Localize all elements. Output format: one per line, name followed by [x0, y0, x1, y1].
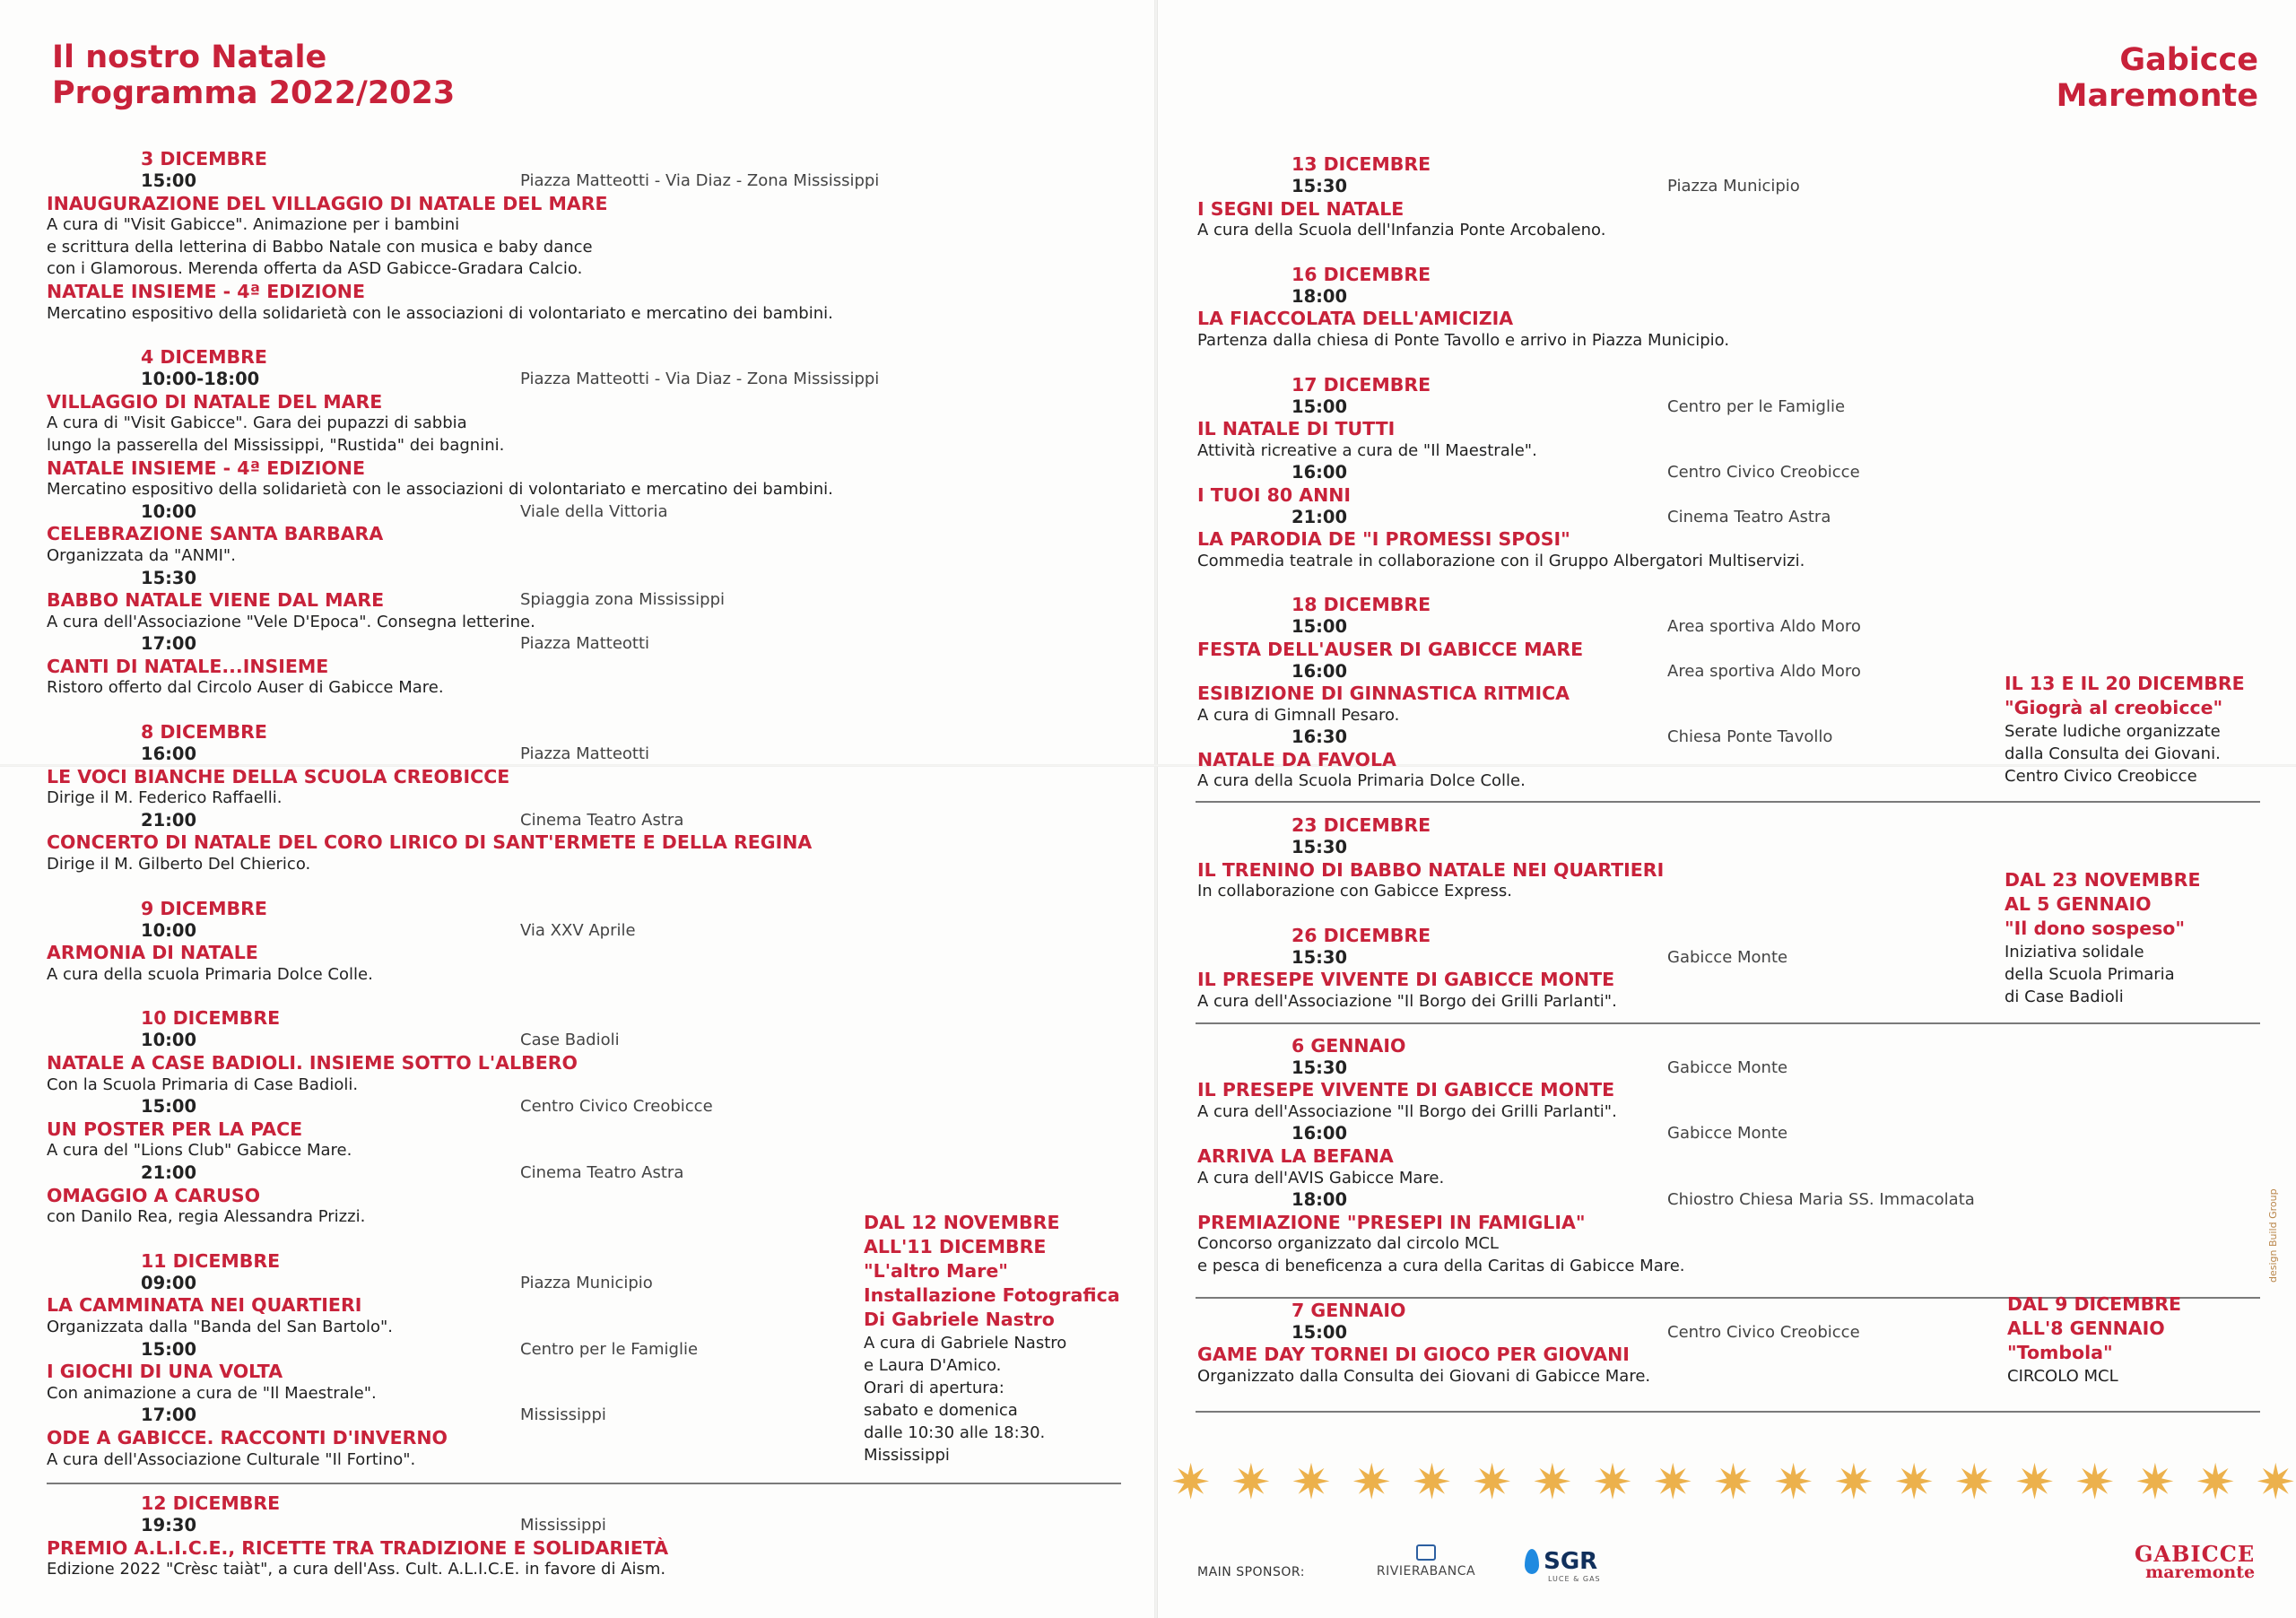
event-line — [1197, 1233, 2296, 1256]
event-description: e pesca di beneficenza a cura della Caritas di Gabicce Mare. — [1197, 1256, 1685, 1275]
event-line — [1197, 837, 2296, 859]
brand-line-1: Gabicce — [2119, 42, 2258, 78]
event-date: 17 DICEMBRE — [1292, 373, 1431, 396]
event-line — [47, 854, 1150, 876]
event-description: A cura dell'Associazione "Il Borgo dei Grilli Parlanti". — [1197, 1101, 1617, 1121]
sidebar-line: Mississippi — [864, 1446, 950, 1465]
event-time: 09:00 — [141, 1272, 197, 1293]
sidebar-line: "Tombola" — [2007, 1342, 2113, 1363]
event-description: A cura della Scuola dell'Infanzia Ponte Arcobaleno. — [1197, 221, 1606, 240]
event-title: CONCERTO DI NATALE DEL CORO LIRICO DI SANT'ERMETE E DELLA REGINA — [47, 831, 813, 854]
event-location: Via XXV Aprile — [520, 920, 636, 940]
event-description: con i Glamorous. Merenda offerta da ASD Gabicce-Gradara Calcio. — [47, 259, 583, 279]
event-title: I SEGNI DEL NATALE — [1197, 197, 1405, 220]
event-line — [47, 435, 1150, 457]
event-location: Piazza Municipio — [1667, 177, 1800, 196]
title-line-1: Il nostro Natale — [52, 39, 327, 75]
event-line — [1197, 1256, 2296, 1278]
event-line — [47, 369, 1150, 391]
event-line — [1197, 528, 2296, 551]
event-time: 17:00 — [141, 633, 197, 655]
sgr-text: SGR — [1544, 1548, 1598, 1575]
event-line — [47, 237, 1150, 259]
event-date: 13 DICEMBRE — [1292, 153, 1431, 175]
star-icon: ✷ — [1652, 1454, 1693, 1510]
event-day-block — [47, 898, 1150, 987]
event-line — [1197, 1145, 2296, 1168]
star-icon: ✷ — [1953, 1454, 1995, 1510]
logo-line-1: GABICCE — [2135, 1541, 2256, 1567]
rivierabanca-text: RIVIERABANCA — [1376, 1564, 1476, 1579]
bank-logo-icon — [1416, 1544, 1436, 1561]
event-time: 21:00 — [1292, 506, 1348, 527]
event-location: Cinema Teatro Astra — [520, 1162, 684, 1182]
event-description: A cura della Scuola Primaria Dolce Colle. — [1197, 771, 1526, 791]
event-time: 21:00 — [141, 1161, 197, 1183]
event-time: 16:00 — [1292, 1123, 1348, 1144]
event-date: 12 DICEMBRE — [141, 1492, 281, 1515]
event-line — [47, 479, 1150, 501]
event-location: Centro per le Famiglie — [520, 1339, 699, 1359]
event-title: LE VOCI BIANCHE DELLA SCUOLA CREOBICCE — [47, 765, 510, 787]
event-title: ODE A GABICCE. RACCONTI D'INVERNO — [47, 1426, 448, 1448]
event-line — [1197, 220, 2296, 242]
event-line — [47, 1074, 1150, 1097]
event-line — [1197, 1079, 2296, 1101]
event-line — [47, 920, 1150, 943]
event-location: Gabicce Monte — [1667, 947, 1788, 967]
sidebar-line: DAL 9 DICEMBRE — [2007, 1293, 2181, 1315]
separator-right-1 — [1196, 801, 2260, 803]
event-line — [1197, 1101, 2296, 1124]
sidebar-line: Di Gabriele Nastro — [864, 1309, 1055, 1330]
event-line — [47, 589, 1150, 612]
sidebar-line: della Scuola Primaria — [2005, 965, 2175, 984]
event-date: 6 GENNAIO — [1292, 1034, 1406, 1057]
main-sponsor-label: MAIN SPONSOR: — [1197, 1565, 1305, 1579]
event-location: Gabicce Monte — [1667, 1057, 1788, 1077]
event-line — [1197, 551, 2296, 573]
sidebar-line: A cura di Gabriele Nastro — [864, 1334, 1067, 1353]
event-day-block — [47, 148, 1150, 325]
event-day-block — [1197, 153, 2296, 242]
event-description: A cura dell'AVIS Gabicce Mare. — [1197, 1168, 1445, 1187]
event-line — [47, 656, 1150, 678]
event-description: Mercatino espositivo della solidarietà con le associazioni di volontariato e mercatino dei bambini. — [47, 480, 833, 500]
event-date: 4 DICEMBRE — [141, 346, 267, 369]
event-line — [1197, 198, 2296, 221]
gabicce-maremonte-logo — [2135, 1541, 2256, 1582]
event-title: LA PARODIA DE "I PROMESSI SPOSI" — [1197, 528, 1570, 551]
sidebar-line: DAL 23 NOVEMBRE — [2005, 869, 2201, 891]
event-description: A cura della scuola Primaria Dolce Colle. — [47, 964, 373, 984]
event-title: VILLAGGIO DI NATALE DEL MARE — [47, 390, 383, 413]
event-location: Centro Civico Creobicce — [520, 1097, 713, 1117]
star-icon: ✷ — [1291, 1454, 1332, 1510]
sidebar-line: "Giogrà al creobicce" — [2005, 697, 2223, 718]
event-line — [47, 1030, 1150, 1052]
event-date: 23 DICEMBRE — [1292, 814, 1431, 837]
star-icon: ✷ — [1893, 1454, 1935, 1510]
event-line — [47, 413, 1150, 435]
event-line — [1197, 176, 2296, 198]
sidebar-red-text — [864, 1211, 1120, 1332]
event-title: NATALE DA FAVOLA — [1197, 748, 1396, 770]
event-line — [1197, 440, 2296, 463]
event-line — [47, 964, 1150, 987]
star-icon: ✷ — [1712, 1454, 1754, 1510]
separator-right-4 — [1196, 1411, 2260, 1413]
event-line — [1197, 1057, 2296, 1080]
event-line — [47, 612, 1150, 634]
event-time: 16:00 — [1292, 660, 1348, 682]
star-icon: ✷ — [1351, 1454, 1392, 1510]
event-line — [47, 258, 1150, 281]
event-line — [47, 545, 1150, 568]
event-location: Area sportiva Aldo Moro — [1667, 661, 1861, 681]
event-title: PREMIAZIONE "PRESEPI IN FAMIGLIA" — [1197, 1211, 1586, 1233]
event-time: 15:30 — [1292, 946, 1348, 968]
event-time: 19:30 — [141, 1515, 197, 1536]
event-day-block — [47, 346, 1150, 700]
event-location: Piazza Matteotti — [520, 634, 650, 654]
event-title: CELEBRAZIONE SANTA BARBARA — [47, 523, 384, 545]
sidebar-tombola — [2007, 1292, 2181, 1387]
event-day-block — [1197, 374, 2296, 573]
sidebar-giogra — [2005, 672, 2245, 787]
event-date: 3 DICEMBRE — [141, 148, 267, 170]
event-day-block — [1197, 1035, 2296, 1278]
event-time: 15:00 — [141, 170, 197, 191]
event-day-block — [47, 721, 1150, 876]
event-line — [1197, 1189, 2296, 1212]
event-description: Organizzata dalla "Banda del San Bartolo". — [47, 1317, 393, 1336]
event-line — [47, 1537, 1150, 1560]
event-description: A cura dell'Associazione "Il Borgo dei Grilli Parlanti". — [1197, 992, 1617, 1012]
event-line — [47, 303, 1150, 326]
event-description: lungo la passerella del Mississippi, "Rustida" dei bagnini. — [47, 435, 505, 455]
design-credit: design Build Group — [2267, 1188, 2279, 1283]
event-time: 10:00 — [141, 919, 197, 941]
event-line — [47, 766, 1150, 788]
event-location: Spiaggia zona Mississippi — [520, 590, 726, 610]
sidebar-line: CIRCOLO MCL — [2007, 1367, 2118, 1386]
event-description: Concorso organizzato dal circolo MCL — [1197, 1234, 1499, 1254]
sidebar-line: Iniziativa solidale — [2005, 943, 2144, 961]
star-icon: ✷ — [1592, 1454, 1633, 1510]
star-icon: ✷ — [1411, 1454, 1453, 1510]
event-title: CANTI DI NATALE...INSIEME — [47, 655, 329, 677]
event-title: BABBO NATALE VIENE DAL MARE — [47, 589, 385, 612]
event-line — [1197, 396, 2296, 419]
sidebar-line: "Il dono sospeso" — [2005, 918, 2186, 939]
star-icon: ✷ — [1532, 1454, 1573, 1510]
event-time: 15:00 — [1292, 396, 1348, 417]
event-description: In collaborazione con Gabicce Express. — [1197, 882, 1512, 901]
event-title: NATALE INSIEME - 4ª EDIZIONE — [47, 280, 365, 302]
event-line — [47, 523, 1150, 545]
event-line — [1197, 616, 2296, 639]
sidebar-line: sabato e domenica — [864, 1401, 1018, 1420]
sgr-subtext: LUCE & GAS — [1548, 1575, 1601, 1583]
event-date: 9 DICEMBRE — [141, 897, 267, 919]
star-icon: ✷ — [2255, 1454, 2296, 1510]
event-title: LA CAMMINATA NEI QUARTIERI — [47, 1294, 362, 1317]
event-line — [47, 1162, 1150, 1185]
event-line — [47, 170, 1150, 193]
event-line — [47, 457, 1150, 480]
event-title: IL PRESEPE VIVENTE DI GABICCE MONTE — [1197, 969, 1615, 991]
event-description: Attività ricreative a cura de "Il Maestrale". — [1197, 440, 1537, 460]
sidebar-line: ALL'8 GENNAIO — [2007, 1318, 2165, 1339]
event-line — [47, 787, 1150, 810]
sidebar-line: di Case Badioli — [2005, 987, 2124, 1006]
event-location: Piazza Matteotti — [520, 744, 650, 764]
event-description: Dirige il M. Federico Raffaelli. — [47, 788, 283, 808]
event-line — [1197, 286, 2296, 309]
event-location: Centro per le Famiglie — [1667, 396, 1846, 416]
event-location: Piazza Matteotti - Via Diaz - Zona Mississippi — [520, 171, 880, 190]
event-title: FESTA DELL'AUSER DI GABICCE MARE — [1197, 638, 1584, 660]
star-icon: ✷ — [1170, 1454, 1212, 1510]
sidebar-line: dalla Consulta dei Giovani. — [2005, 744, 2221, 763]
event-time: 10:00 — [141, 500, 197, 522]
event-description: Commedia teatrale in collaborazione con il Gruppo Albergatori Multiservizi. — [1197, 551, 1805, 570]
event-title: I TUOI 80 ANNI — [1197, 483, 1352, 506]
event-title: IL PRESEPE VIVENTE DI GABICCE MONTE — [1197, 1079, 1615, 1101]
star-icon: ✷ — [2074, 1454, 2116, 1510]
event-title: ARRIVA LA BEFANA — [1197, 1145, 1394, 1167]
event-line — [47, 810, 1150, 832]
event-line — [47, 193, 1150, 215]
event-location: Centro Civico Creobicce — [1667, 1322, 1860, 1342]
event-title: INAUGURAZIONE DEL VILLAGGIO DI NATALE DEL MARE — [47, 192, 608, 214]
star-icon: ✷ — [1773, 1454, 1814, 1510]
sidebar-line: Centro Civico Creobicce — [2005, 767, 2197, 786]
event-date: 26 DICEMBRE — [1292, 924, 1431, 946]
event-time: 15:00 — [1292, 1321, 1348, 1343]
center-fold — [1154, 0, 1158, 1618]
event-line — [1197, 484, 2296, 507]
star-icon: ✷ — [2195, 1454, 2236, 1510]
sidebar-line: e Laura D'Amico. — [864, 1356, 1002, 1375]
event-title: OMAGGIO A CARUSO — [47, 1184, 261, 1206]
title-line-2: Programma 2022/2023 — [52, 75, 456, 111]
event-line — [47, 677, 1150, 700]
event-title: I GIOCHI DI UNA VOLTA — [47, 1361, 283, 1383]
brand-heading — [1900, 42, 2258, 114]
sidebar-line: Installazione Fotografica — [864, 1284, 1120, 1306]
event-description: con Danilo Rea, regia Alessandra Prizzi. — [47, 1207, 366, 1227]
event-time: 15:00 — [141, 1096, 197, 1118]
event-description: Organizzato dalla Consulta dei Giovani di Gabicce Mare. — [1197, 1366, 1651, 1386]
event-time: 15:00 — [141, 1338, 197, 1360]
event-line — [1197, 308, 2296, 330]
event-line — [1197, 330, 2296, 352]
event-description: Organizzata da "ANMI". — [47, 545, 236, 565]
event-description: A cura di Gimnall Pesaro. — [1197, 705, 1400, 725]
event-title: IL TRENINO DI BABBO NATALE NEI QUARTIERI — [1197, 858, 1665, 881]
event-time: 15:00 — [1292, 616, 1348, 638]
event-description: Partenza dalla chiesa di Ponte Tavollo e arrivo in Piazza Municipio. — [1197, 330, 1730, 350]
sidebar-line: AL 5 GENNAIO — [2005, 893, 2152, 915]
sidebar-dono-sospeso — [2005, 868, 2200, 1008]
event-day-block — [1197, 264, 2296, 352]
sidebar-line: ALL'11 DICEMBRE — [864, 1236, 1047, 1257]
event-line — [47, 1096, 1150, 1118]
event-line — [1197, 462, 2296, 484]
sidebar-line: DAL 12 NOVEMBRE — [864, 1212, 1060, 1233]
event-title: ESIBIZIONE DI GINNASTICA RITMICA — [1197, 683, 1570, 705]
event-line — [1197, 418, 2296, 440]
event-line — [47, 501, 1150, 524]
page-title — [52, 39, 455, 111]
event-date: 16 DICEMBRE — [1292, 263, 1431, 285]
event-title: UN POSTER PER LA PACE — [47, 1118, 303, 1140]
event-location: Case Badioli — [520, 1031, 620, 1050]
event-line — [47, 831, 1150, 854]
event-line — [47, 391, 1150, 413]
sidebar-altro-mare — [864, 1211, 1120, 1466]
event-description: Ristoro offerto dal Circolo Auser di Gabicce Mare. — [47, 678, 444, 698]
event-time: 10:00-18:00 — [141, 369, 260, 390]
event-day-block — [47, 1492, 1150, 1581]
sidebar-line: Serate ludiche organizzate — [2005, 722, 2221, 741]
event-location: Piazza Municipio — [520, 1273, 653, 1292]
event-title: PREMIO A.L.I.C.E., RICETTE TRA TRADIZIONE E SOLIDARIETÀ — [47, 1536, 669, 1559]
separator-left — [47, 1483, 1121, 1484]
star-icon: ✷ — [1472, 1454, 1513, 1510]
event-description: Mercatino espositivo della solidarietà con le associazioni di volontariato e mercatino dei bambini. — [47, 303, 833, 323]
event-description: Edizione 2022 "Crèsc taiàt", a cura dell'Ass. Cult. A.L.I.C.E. in favore di Aism. — [47, 1560, 666, 1579]
star-icon: ✷ — [2013, 1454, 2056, 1510]
event-date: 8 DICEMBRE — [141, 721, 267, 744]
sidebar-line: IL 13 E IL 20 DICEMBRE — [2005, 673, 2245, 694]
event-date: 18 DICEMBRE — [1292, 594, 1431, 616]
star-icon: ✷ — [1231, 1454, 1272, 1510]
event-line — [1197, 639, 2296, 661]
event-location: Gabicce Monte — [1667, 1124, 1788, 1144]
event-line — [47, 214, 1150, 237]
event-description: A cura di "Visit Gabicce". Gara dei pupazzi di sabbia — [47, 413, 467, 433]
event-line — [1197, 1123, 2296, 1145]
event-description: Dirige il M. Gilberto Del Chierico. — [47, 855, 311, 874]
event-time: 18:00 — [1292, 285, 1348, 307]
event-description: A cura del "Lions Club" Gabicce Mare. — [47, 1141, 352, 1161]
event-line — [47, 942, 1150, 964]
event-location: Centro Civico Creobicce — [1667, 463, 1860, 483]
event-line — [47, 1185, 1150, 1207]
event-line — [47, 568, 1150, 590]
separator-right-2 — [1196, 1022, 2260, 1024]
sidebar-body-text — [864, 1332, 1120, 1466]
flame-drop-icon — [1525, 1549, 1539, 1574]
event-location: Piazza Matteotti - Via Diaz - Zona Mississippi — [520, 370, 880, 389]
logo-line-2: maremonte — [2145, 1562, 2256, 1582]
event-description: Con animazione a cura de "Il Maestrale". — [47, 1383, 377, 1403]
star-decoration-row — [1170, 1454, 2296, 1510]
event-day-block — [47, 1007, 1150, 1228]
event-location: Viale della Vittoria — [520, 501, 668, 521]
event-time: 15:30 — [1292, 176, 1348, 196]
event-time: 15:30 — [1292, 837, 1348, 858]
event-line — [47, 1559, 1150, 1581]
event-location: Area sportiva Aldo Moro — [1667, 617, 1861, 637]
brand-line-2: Maremonte — [2056, 78, 2258, 114]
event-location: Cinema Teatro Astra — [1667, 507, 1831, 526]
event-time: 16:00 — [141, 744, 197, 765]
event-title: IL NATALE DI TUTTI — [1197, 418, 1396, 440]
event-title: LA FIACCOLATA DELL'AMICIZIA — [1197, 308, 1514, 330]
event-time: 18:00 — [1292, 1189, 1348, 1211]
event-line — [47, 1052, 1150, 1074]
event-location: Mississippi — [520, 1405, 606, 1425]
event-description: A cura di "Visit Gabicce". Animazione per i bambini — [47, 215, 460, 235]
event-line — [47, 1515, 1150, 1537]
sgr-logo — [1525, 1548, 1601, 1583]
event-line — [1197, 507, 2296, 529]
event-line — [47, 633, 1150, 656]
event-time: 10:00 — [141, 1030, 197, 1051]
event-time: 15:30 — [141, 567, 197, 588]
event-description: e scrittura della letterina di Babbo Natale con musica e baby dance — [47, 237, 593, 257]
event-location: Mississippi — [520, 1516, 606, 1535]
star-icon: ✷ — [2135, 1454, 2176, 1510]
event-title: NATALE INSIEME - 4ª EDIZIONE — [47, 457, 365, 479]
event-line — [47, 281, 1150, 303]
sidebar-line: dalle 10:30 alle 18:30. — [864, 1423, 1046, 1442]
event-date: 10 DICEMBRE — [141, 1007, 281, 1030]
event-location: Chiesa Ponte Tavollo — [1667, 727, 1833, 747]
sidebar-line: "L'altro Mare" — [864, 1260, 1008, 1282]
event-description: A cura dell'Associazione Culturale "Il Fortino". — [47, 1449, 416, 1469]
star-icon: ✷ — [1833, 1454, 1874, 1510]
event-time: 16:30 — [1292, 726, 1348, 748]
event-description: Con la Scuola Primaria di Case Badioli. — [47, 1074, 359, 1094]
event-title: ARMONIA DI NATALE — [47, 942, 258, 964]
rivierabanca-logo — [1368, 1544, 1484, 1579]
sidebar-line: Orari di apertura: — [864, 1379, 1004, 1397]
event-time: 21:00 — [141, 809, 197, 831]
event-time: 17:00 — [141, 1405, 197, 1426]
event-time: 15:30 — [1292, 1057, 1348, 1078]
event-line — [47, 1140, 1150, 1162]
event-line — [1197, 1212, 2296, 1234]
event-date: 7 GENNAIO — [1292, 1299, 1406, 1321]
event-line — [47, 1118, 1150, 1141]
event-title: GAME DAY TORNEI DI GIOCO PER GIOVANI — [1197, 1344, 1630, 1366]
event-line — [47, 744, 1150, 766]
event-title: NATALE A CASE BADIOLI. INSIEME SOTTO L'ALBERO — [47, 1052, 578, 1074]
event-date: 11 DICEMBRE — [141, 1249, 281, 1272]
event-description: A cura dell'Associazione "Vele D'Epoca". Consegna letterine. — [47, 612, 535, 631]
event-line — [1197, 1168, 2296, 1190]
event-location: Cinema Teatro Astra — [520, 810, 684, 830]
event-location: Chiostro Chiesa Maria SS. Immacolata — [1667, 1190, 1975, 1210]
event-time: 16:00 — [1292, 462, 1348, 483]
